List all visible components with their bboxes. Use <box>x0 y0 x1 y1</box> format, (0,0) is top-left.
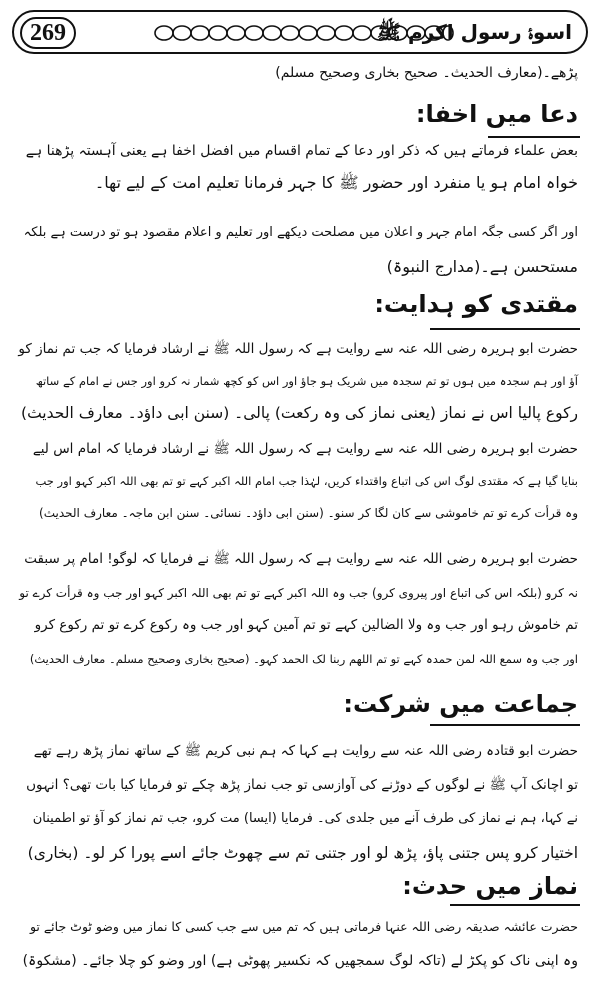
paragraph-line: حضرت ابو ہریرہ رضی اللہ عنہ سے روایت ہے کہ رسول اللہ ﷺ نے فرمایا کہ لوگو! امام پر سبقت <box>24 551 578 567</box>
paragraph-line: اور جب وہ سمع اللہ لمن حمدہ کہے تو تم اللھم ربنا لک الحمد کہو۔ (صحیح بخاری وصحیح مسلم۔ معارف الحدیث) <box>29 652 578 666</box>
paragraph-line: حضرت ابو ہریرہ رضی اللہ عنہ سے روایت ہے کہ رسول اللہ ﷺ نے ارشاد فرمایا کہ امام اس لیے <box>32 441 578 457</box>
page-header-banner <box>12 10 588 54</box>
paragraph-line: آؤ اور ہم سجدہ میں ہوں تو تم سجدہ میں شریک ہو جاؤ اور اس کو کچھ شمار نہ کرو اور جس نے امام کے ساتھ <box>35 374 578 388</box>
heading-underline <box>488 136 580 138</box>
paragraph-line: وہ قرأت کرے تو تم خاموشی سے کان لگا کر سنو۔ (سنن ابی داؤد۔ نسائی۔ سنن ابن ماجہ۔ معارف الحدیث) <box>39 506 578 520</box>
paragraph-line: خواہ امام ہو یا منفرد اور حضور ﷺ کا جہر فرمانا تعلیم امت کے لیے تھا۔ <box>94 173 578 192</box>
paragraph-line: وہ اپنی ناک کو پکڑ لے (تاکہ لوگ سمجھیں کہ نکسیر پھوٹی ہے) اور وضو کو چلا جائے۔ (مشکوۃ) <box>22 953 578 969</box>
paragraph-line: بعض علماء فرماتے ہیں کہ ذکر اور دعا کے تمام اقسام میں افضل اخفا ہے یعنی آہستہ پڑھنا ہے <box>25 143 578 159</box>
paragraph-line: حضرت ابو ہریرہ رضی اللہ عنہ سے روایت ہے کہ رسول اللہ ﷺ نے ارشاد فرمایا کہ جب تم نماز کو <box>18 341 578 357</box>
section-heading-namaz-hadas: نماز میں حدث: <box>402 872 578 900</box>
paragraph-line: مستحسن ہے۔(مدارج النبوۃ) <box>386 257 578 276</box>
heading-underline <box>430 328 580 330</box>
heading-underline <box>430 724 580 726</box>
section-heading-muqtadi-hidayat: مقتدی کو ہدایت: <box>374 290 578 318</box>
book-title: اسوۂ رسول اکرم ﷺ <box>376 20 572 44</box>
paragraph-line: رکوع پالیا اس نے نماز (یعنی نماز کی وہ رکعت) پالی۔ (سنن ابی داؤد۔ معارف الحدیث) <box>21 404 578 422</box>
intro-reference: پڑھے۔(معارف الحدیث۔ صحیح بخاری وصحیح مسلم) <box>275 65 578 81</box>
page-number: 269 <box>20 17 76 49</box>
paragraph-line: تو اچانک آپ ﷺ نے لوگوں کے دوڑنے کی آوازسی تو جب نماز پڑھ چکے تو فرمایا کیا بات تھی؟ انہوں <box>26 777 578 793</box>
paragraph-line: بنایا گیا ہے کہ مقتدی لوگ اس کی اتباع واقتداء کریں، لہٰذا جب امام اللہ اکبر کہے تو تم بھی اللہ اکبر کہو اور جب <box>35 474 578 488</box>
paragraph-line: نہ کرو (بلکہ اس کی اتباع اور پیروی کرو) جب وہ اللہ اکبر کہے تو تم بھی اللہ اکبر کہو اور جب وہ قرأت کرے تو <box>19 586 578 600</box>
paragraph-line: اختیار کرو پس جتنی پاؤ، پڑھ لو اور جتنی تم سے چھوٹ جائے اسے پورا کر لو۔ (بخاری) <box>27 844 578 862</box>
paragraph-line: حضرت ابو قتادہ رضی اللہ عنہ سے روایت ہے کہا کہ ہم نبی کریم ﷺ کے ساتھ نماز پڑھ رہے تھے <box>33 743 578 759</box>
paragraph-line: اور اگر کسی جگہ امام جہر و اعلان میں مصلحت دیکھے اور تعلیم و اعلام مقصود ہو تو درست ہے بلکہ <box>23 225 578 240</box>
heading-underline <box>450 904 580 906</box>
paragraph-line: حضرت عائشہ صدیقہ رضی اللہ عنہا فرماتی ہیں کہ تم میں سے جب کسی کا نماز میں وضو ٹوٹ جائے تو <box>29 919 578 934</box>
section-heading-jamaat-shirkat: جماعت میں شرکت: <box>343 690 578 718</box>
paragraph-line: نے کہا، ہم نے نماز کی طرف آنے میں جلدی کی۔ فرمایا (ایسا) مت کرو، جب تم نماز کو آؤ تو اطمینان <box>32 811 578 826</box>
paragraph-line: تم خاموش رہو اور جب وہ ولا الضالین کہے تو تم آمین کہو اور جب وہ رکوع کرے تو تم رکوع کرو <box>34 617 578 633</box>
section-heading-dua-ikhfa: دعا میں اخفا: <box>415 100 578 128</box>
